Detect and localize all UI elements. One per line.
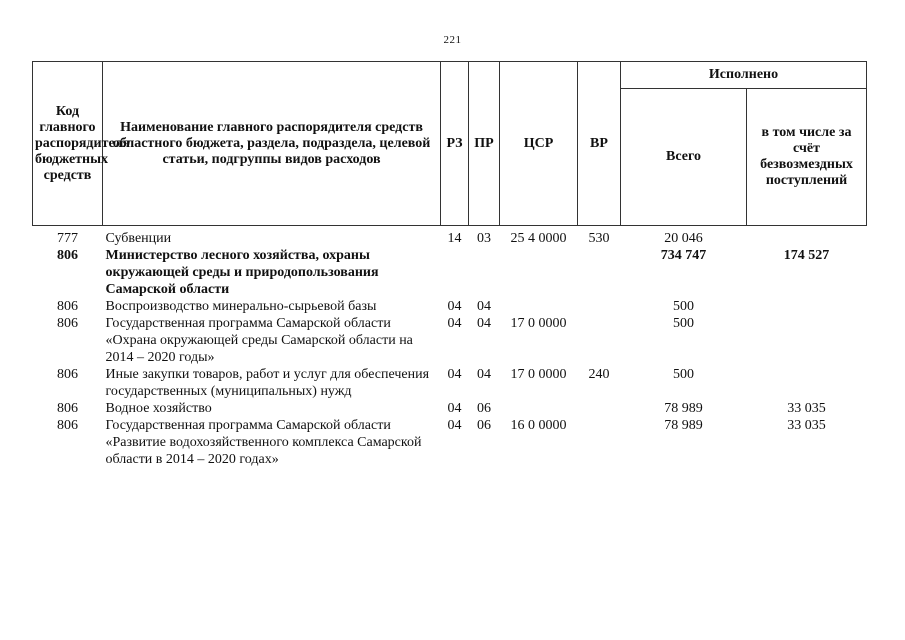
table-row bbox=[33, 226, 867, 248]
cell-pr: 04 bbox=[477, 367, 491, 382]
cell-csr: 25 4 0000 bbox=[510, 231, 567, 246]
page-number: 221 bbox=[443, 34, 462, 46]
cell-pr: 06 bbox=[477, 401, 491, 416]
cell-pr: 03 bbox=[477, 231, 491, 246]
header-name: Наименование главного распорядителя средств областного бюджета, раздела, подраздела, целевой статьи, подгруппы видов расходов bbox=[103, 62, 441, 226]
cell-free: 33 035 bbox=[787, 418, 826, 433]
cell-free: 174 527 bbox=[783, 248, 830, 263]
cell-total: 500 bbox=[673, 299, 694, 314]
cell-vr bbox=[578, 298, 621, 315]
cell-code: 806 bbox=[57, 418, 78, 433]
cell-rz: 04 bbox=[447, 401, 462, 416]
cell-csr: 17 0 0000 bbox=[510, 316, 567, 331]
cell-vr bbox=[578, 247, 621, 298]
cell-name: Субвенции bbox=[105, 231, 172, 246]
cell-name: Воспроизводство минерально-сырьевой базы bbox=[105, 299, 377, 314]
cell-rz: 14 bbox=[447, 231, 462, 246]
cell-code: 806 bbox=[57, 299, 78, 314]
cell-free bbox=[747, 226, 867, 248]
header-pr: ПР bbox=[469, 62, 500, 226]
cell-csr: 17 0 0000 bbox=[510, 367, 567, 382]
cell-name: Министерство лесного хозяйства, охраны окружающей среды и природопользования Самарской области bbox=[105, 248, 379, 297]
cell-name: Иные закупки товаров, работ и услуг для обеспечения государственных (муниципальных) нужд bbox=[105, 367, 430, 399]
header-csr: ЦСР bbox=[500, 62, 578, 226]
header-code: Код главного распорядителя бюджетных средств bbox=[33, 62, 103, 226]
cell-vr bbox=[578, 315, 621, 366]
cell-total: 734 747 bbox=[660, 248, 707, 263]
cell-csr bbox=[500, 400, 578, 417]
cell-pr bbox=[469, 247, 500, 298]
table-row bbox=[33, 315, 867, 366]
cell-csr: 16 0 0000 bbox=[510, 418, 567, 433]
cell-vr bbox=[578, 400, 621, 417]
cell-rz: 04 bbox=[447, 418, 462, 433]
cell-csr bbox=[500, 247, 578, 298]
cell-rz: 04 bbox=[447, 316, 462, 331]
cell-code: 806 bbox=[57, 316, 78, 331]
cell-rz: 04 bbox=[447, 367, 462, 382]
cell-rz bbox=[441, 247, 469, 298]
cell-free bbox=[747, 315, 867, 366]
cell-code: 777 bbox=[57, 231, 78, 246]
cell-free bbox=[747, 366, 867, 400]
cell-csr bbox=[500, 298, 578, 315]
cell-name: Государственная программа Самарской области «Развитие водохозяйственного комплекса Самарской области в 2014 – 2020 годах» bbox=[105, 418, 422, 467]
table-row bbox=[33, 417, 867, 468]
header-executed: Исполнено bbox=[621, 62, 867, 89]
cell-vr: 530 bbox=[588, 231, 610, 246]
header-vr: ВР bbox=[578, 62, 621, 226]
cell-code: 806 bbox=[57, 401, 78, 416]
cell-total: 78 989 bbox=[664, 418, 703, 433]
cell-name: Государственная программа Самарской области «Охрана окружающей среды Самарской области на 2014 – 2020 годы» bbox=[105, 316, 413, 365]
cell-vr bbox=[578, 417, 621, 468]
cell-total: 500 bbox=[673, 316, 694, 331]
header-free: в том числе за счёт безвозмездных поступлений bbox=[747, 89, 867, 226]
cell-name: Водное хозяйство bbox=[105, 401, 212, 416]
cell-total: 78 989 bbox=[664, 401, 703, 416]
cell-pr: 04 bbox=[477, 299, 491, 314]
cell-rz: 04 bbox=[447, 299, 462, 314]
table-row bbox=[33, 247, 867, 298]
table-row bbox=[33, 400, 867, 417]
cell-code: 806 bbox=[57, 248, 78, 263]
cell-total: 20 046 bbox=[664, 231, 703, 246]
cell-vr: 240 bbox=[588, 367, 610, 382]
cell-pr: 04 bbox=[477, 316, 491, 331]
cell-free bbox=[747, 298, 867, 315]
cell-total: 500 bbox=[673, 367, 694, 382]
cell-free: 33 035 bbox=[787, 401, 826, 416]
table-row bbox=[33, 366, 867, 400]
header-rz: РЗ bbox=[441, 62, 469, 226]
budget-table bbox=[32, 61, 867, 468]
table-row bbox=[33, 298, 867, 315]
header-total: Всего bbox=[621, 89, 747, 226]
cell-code: 806 bbox=[57, 367, 78, 382]
cell-pr: 06 bbox=[477, 418, 491, 433]
